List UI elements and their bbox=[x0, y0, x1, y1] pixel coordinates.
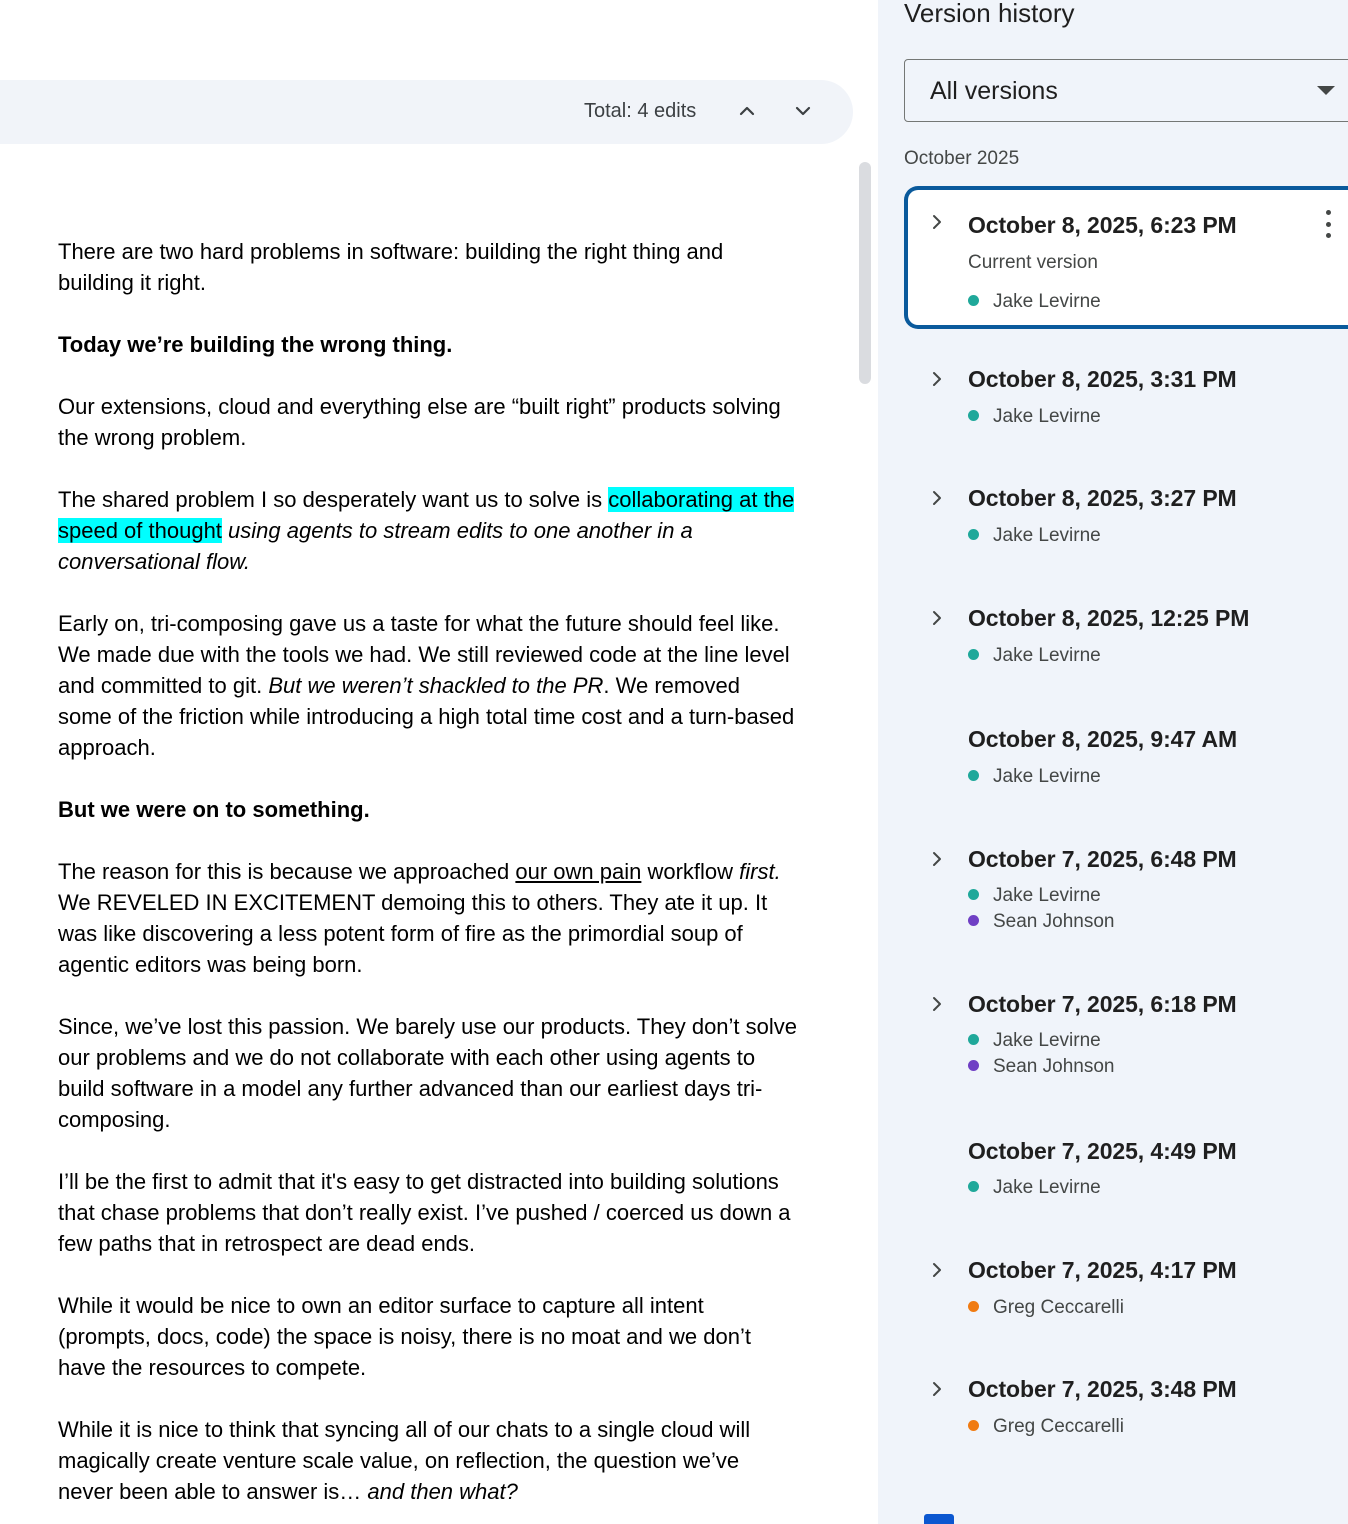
author-color-dot bbox=[968, 1420, 979, 1431]
paragraph: The shared problem I so desperately want us to solve is collaborating at the speed of thought using agents to stream edits to one another in a conversational flow. bbox=[58, 487, 795, 574]
version-date: October 8, 2025, 9:47 AM bbox=[968, 726, 1238, 752]
document-body[interactable] bbox=[58, 236, 798, 1524]
version-author: Jake Levirne bbox=[968, 884, 1101, 908]
paragraph: Our extensions, cloud and everything else are “built right” products solving the wrong problem. bbox=[58, 394, 781, 450]
version-date: October 7, 2025, 6:18 PM bbox=[968, 991, 1237, 1017]
version-author: Jake Levirne bbox=[968, 644, 1101, 668]
version-item[interactable] bbox=[904, 845, 1348, 945]
author-color-dot bbox=[968, 649, 979, 660]
author-color-dot bbox=[968, 770, 979, 781]
author-color-dot bbox=[968, 889, 979, 900]
edits-total-count: Total: 4 edits bbox=[584, 100, 697, 122]
chevron-up-icon bbox=[737, 101, 757, 121]
author-color-dot bbox=[968, 410, 979, 421]
author-color-dot bbox=[968, 1301, 979, 1312]
version-author: Jake Levirne bbox=[968, 290, 1101, 314]
version-author: Greg Ceccarelli bbox=[968, 1415, 1124, 1439]
version-author: Sean Johnson bbox=[968, 1055, 1115, 1079]
chevron-right-icon bbox=[929, 490, 945, 506]
version-filter-selected: All versions bbox=[930, 77, 1058, 105]
author-color-dot bbox=[968, 295, 979, 306]
version-item[interactable] bbox=[904, 725, 1348, 805]
previous-edit-button[interactable] bbox=[733, 97, 761, 125]
underlined-text: our own pain bbox=[515, 859, 642, 884]
chevron-right-icon bbox=[929, 214, 945, 230]
version-item[interactable] bbox=[904, 1375, 1348, 1455]
expand-version-button[interactable] bbox=[926, 368, 948, 390]
version-author: Greg Ceccarelli bbox=[968, 1296, 1124, 1320]
paragraph: Early on, tri-composing gave us a taste for what the future should feel like. We made due with the tools we had. We still reviewed code at the line level and committed to git. But we weren’t shackled to the PR. We removed some of the friction while introducing a high total time cost and a turn-based approach. bbox=[58, 611, 795, 760]
version-date: October 8, 2025, 3:31 PM bbox=[968, 366, 1237, 392]
version-label: Current version bbox=[968, 252, 1098, 273]
version-item[interactable] bbox=[904, 604, 1348, 684]
version-author: Jake Levirne bbox=[968, 405, 1101, 429]
version-date: October 7, 2025, 6:48 PM bbox=[968, 846, 1237, 872]
version-author: Jake Levirne bbox=[968, 1029, 1101, 1053]
more-vert-icon bbox=[1326, 210, 1331, 215]
paragraph: There are two hard problems in software: building the right thing and building it right. bbox=[58, 239, 724, 295]
expand-version-button[interactable] bbox=[926, 211, 948, 233]
chevron-right-icon bbox=[929, 996, 945, 1012]
paragraph-bold: But we were on to something. bbox=[58, 797, 370, 822]
paragraph: The reason for this is because we approached our own pain workflow first. We REVELED IN EXCITEMENT demoing this to others. They ate it up. It was like discovering a less potent form of fire as the primordial soup of agentic editors was being born. bbox=[58, 859, 781, 977]
highlighted-text: collaborating at the speed of thought bbox=[58, 487, 795, 543]
chevron-right-icon bbox=[929, 851, 945, 867]
expand-version-button[interactable] bbox=[926, 607, 948, 629]
expand-version-button[interactable] bbox=[926, 848, 948, 870]
edits-navigation-bar bbox=[0, 80, 853, 144]
version-author: Sean Johnson bbox=[968, 910, 1115, 934]
version-item[interactable] bbox=[904, 365, 1348, 445]
version-item[interactable] bbox=[904, 484, 1348, 564]
paragraph: While it is nice to think that syncing all of our chats to a single cloud will magically create venture scale value, on reflection, the question we’ve never been able to answer is… and then what? bbox=[58, 1417, 751, 1504]
chevron-right-icon bbox=[929, 371, 945, 387]
version-item[interactable] bbox=[904, 1256, 1348, 1336]
document-scrollbar[interactable] bbox=[859, 162, 871, 384]
version-date: October 7, 2025, 3:48 PM bbox=[968, 1376, 1237, 1402]
month-heading: October 2025 bbox=[904, 148, 1020, 169]
highlight-changes-checkbox[interactable] bbox=[924, 1514, 954, 1524]
version-filter-dropdown[interactable] bbox=[904, 59, 1348, 122]
version-date: October 8, 2025, 3:27 PM bbox=[968, 485, 1237, 511]
author-color-dot bbox=[968, 529, 979, 540]
version-author: Jake Levirne bbox=[968, 1176, 1101, 1200]
author-color-dot bbox=[968, 915, 979, 926]
expand-version-button[interactable] bbox=[926, 1259, 948, 1281]
dropdown-arrow-icon bbox=[1317, 86, 1335, 95]
version-history-panel bbox=[878, 0, 1348, 1524]
panel-title: Version history bbox=[904, 0, 1075, 28]
expand-version-button[interactable] bbox=[926, 993, 948, 1015]
author-color-dot bbox=[968, 1034, 979, 1045]
version-date: October 7, 2025, 4:17 PM bbox=[968, 1257, 1237, 1283]
version-item[interactable] bbox=[904, 990, 1348, 1090]
chevron-right-icon bbox=[929, 1381, 945, 1397]
expand-version-button[interactable] bbox=[926, 1378, 948, 1400]
version-item-current[interactable] bbox=[904, 186, 1348, 329]
version-item[interactable] bbox=[904, 1137, 1348, 1217]
paragraph: I’ll be the first to admit that it's easy to get distracted into building solutions that chase problems that don’t really exist. I’ve pushed / coerced us down a few paths that in retrospect are dead ends. bbox=[58, 1169, 791, 1256]
expand-version-button[interactable] bbox=[926, 487, 948, 509]
paragraph-bold: Today we’re building the wrong thing. bbox=[58, 332, 453, 357]
chevron-right-icon bbox=[929, 610, 945, 626]
version-author: Jake Levirne bbox=[968, 765, 1101, 789]
chevron-down-icon bbox=[793, 101, 813, 121]
version-date: October 8, 2025, 6:23 PM bbox=[968, 212, 1237, 238]
paragraph: Since, we’ve lost this passion. We barely use our products. They don’t solve our problems and we do not collaborate with each other using agents to build software in a model any further advanced than our earliest days tri-composing. bbox=[58, 1014, 798, 1132]
paragraph: While it would be nice to own an editor surface to capture all intent (prompts, docs, code) the space is noisy, there is no moat and we don’t have the resources to compete. bbox=[58, 1293, 751, 1380]
version-date: October 8, 2025, 12:25 PM bbox=[968, 605, 1250, 631]
next-edit-button[interactable] bbox=[789, 97, 817, 125]
chevron-right-icon bbox=[929, 1262, 945, 1278]
more-actions-button[interactable] bbox=[1322, 210, 1334, 238]
version-date: October 7, 2025, 4:49 PM bbox=[968, 1138, 1237, 1164]
author-color-dot bbox=[968, 1181, 979, 1192]
version-author: Jake Levirne bbox=[968, 524, 1101, 548]
author-color-dot bbox=[968, 1060, 979, 1071]
